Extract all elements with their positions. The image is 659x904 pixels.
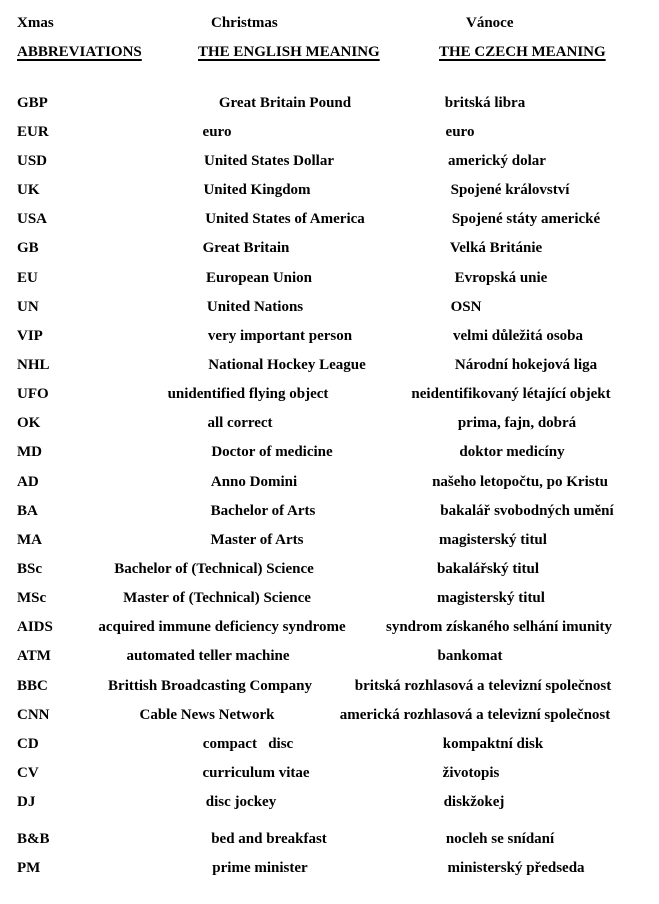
row-english-meaning: all correct	[207, 415, 273, 431]
row-abbreviation: MA	[17, 532, 42, 548]
row-english-meaning: prime minister	[212, 860, 308, 876]
row-czech-meaning: Velká Británie	[449, 240, 543, 256]
row-english-meaning: automated teller machine	[126, 648, 290, 664]
row-czech-meaning: doktor medicíny	[459, 444, 565, 460]
row-english-meaning: Brittish Broadcasting Company	[108, 678, 312, 694]
row-czech-meaning: Evropská unie	[454, 270, 548, 286]
row-czech-meaning: diskžokej	[443, 794, 505, 810]
heading-col1: Xmas	[17, 15, 54, 31]
row-czech-meaning: euro	[445, 124, 475, 140]
row-abbreviation: OK	[17, 415, 41, 431]
row-abbreviation: MSc	[17, 590, 47, 606]
row-abbreviation: EU	[17, 270, 38, 286]
column-header-abbreviations: ABBREVIATIONS	[17, 44, 142, 60]
row-abbreviation: CNN	[17, 707, 50, 723]
row-english-meaning: Master of (Technical) Science	[123, 590, 311, 606]
row-english-meaning: Bachelor of Arts	[210, 503, 316, 519]
column-header-czech: THE CZECH MEANING	[439, 44, 606, 60]
row-english-meaning: National Hockey League	[208, 357, 366, 373]
row-czech-meaning: britská libra	[444, 95, 526, 111]
row-english-meaning: Cable News Network	[139, 707, 275, 723]
row-english-meaning: United States of America	[205, 211, 365, 227]
row-abbreviation: UN	[17, 299, 39, 315]
row-abbreviation: GBP	[17, 95, 48, 111]
row-abbreviation: DJ	[17, 794, 36, 810]
row-czech-meaning: nocleh se snídaní	[445, 831, 555, 847]
row-english-meaning: bed and breakfast	[211, 831, 327, 847]
row-english-meaning: European Union	[205, 270, 313, 286]
row-abbreviation: PM	[17, 860, 41, 876]
row-czech-meaning: ministerský předseda	[447, 860, 585, 876]
row-czech-meaning: kompaktní disk	[442, 736, 544, 752]
row-english-meaning: United States Dollar	[204, 153, 334, 169]
row-czech-meaning: americký dolar	[448, 153, 546, 169]
row-english-meaning: Doctor of medicine	[211, 444, 333, 460]
row-english-meaning: Bachelor of (Technical) Science	[114, 561, 314, 577]
row-english-meaning: acquired immune deficiency syndrome	[98, 619, 346, 635]
row-english-meaning: United Nations	[206, 299, 304, 315]
column-header-english: THE ENGLISH MEANING	[198, 44, 380, 60]
row-czech-meaning: velmi důležitá osoba	[453, 328, 583, 344]
row-abbreviation: MD	[17, 444, 42, 460]
row-english-meaning: curriculum vitae	[202, 765, 310, 781]
row-czech-meaning: životopis	[442, 765, 500, 781]
row-english-meaning: United Kingdom	[203, 182, 311, 198]
row-abbreviation: B&B	[17, 831, 50, 847]
row-czech-meaning: Národní hokejová liga	[454, 357, 598, 373]
row-english-meaning: compact disc	[202, 736, 294, 752]
row-english-meaning: Anno Domini	[210, 474, 298, 490]
row-abbreviation: CD	[17, 736, 39, 752]
row-abbreviation: AD	[17, 474, 39, 490]
row-abbreviation: VIP	[17, 328, 43, 344]
row-abbreviation: BA	[17, 503, 38, 519]
row-english-meaning: Great Britain	[202, 240, 290, 256]
row-abbreviation: BBC	[17, 678, 48, 694]
row-english-meaning: euro	[202, 124, 232, 140]
row-abbreviation: GB	[17, 240, 39, 256]
row-abbreviation: NHL	[17, 357, 50, 373]
heading-col3: Vánoce	[466, 15, 514, 31]
row-english-meaning: Great Britain Pound	[218, 95, 352, 111]
row-czech-meaning: magisterský titul	[437, 590, 545, 606]
row-czech-meaning: bankomat	[437, 648, 503, 664]
row-czech-meaning: bakalářský titul	[436, 561, 540, 577]
row-abbreviation: ATM	[17, 648, 51, 664]
row-abbreviation: UK	[17, 182, 40, 198]
row-czech-meaning: neidentifikovaný létající objekt	[411, 386, 611, 402]
row-english-meaning: Master of Arts	[210, 532, 304, 548]
row-czech-meaning: americká rozhlasová a televizní společnost	[339, 707, 611, 723]
row-english-meaning: disc jockey	[205, 794, 277, 810]
row-abbreviation: EUR	[17, 124, 49, 140]
row-abbreviation: BSc	[17, 561, 43, 577]
row-czech-meaning: britská rozhlasová a televizní společnost	[354, 678, 612, 694]
row-czech-meaning: syndrom získaného selhání imunity	[385, 619, 613, 635]
row-abbreviation: USD	[17, 153, 48, 169]
row-czech-meaning: OSN	[450, 299, 482, 315]
row-abbreviation: USA	[17, 211, 48, 227]
row-abbreviation: AIDS	[17, 619, 53, 635]
row-czech-meaning: našeho letopočtu, po Kristu	[432, 474, 608, 490]
row-czech-meaning: magisterský titul	[439, 532, 547, 548]
row-czech-meaning: Spojené království	[450, 182, 570, 198]
row-english-meaning: unidentified flying object	[167, 386, 329, 402]
heading-col2: Christmas	[211, 15, 278, 31]
row-abbreviation: UFO	[17, 386, 49, 402]
row-czech-meaning: bakalář svobodných umění	[440, 503, 614, 519]
row-czech-meaning: prima, fajn, dobrá	[457, 415, 577, 431]
row-english-meaning: very important person	[207, 328, 353, 344]
row-abbreviation: CV	[17, 765, 39, 781]
row-czech-meaning: Spojené státy americké	[451, 211, 601, 227]
